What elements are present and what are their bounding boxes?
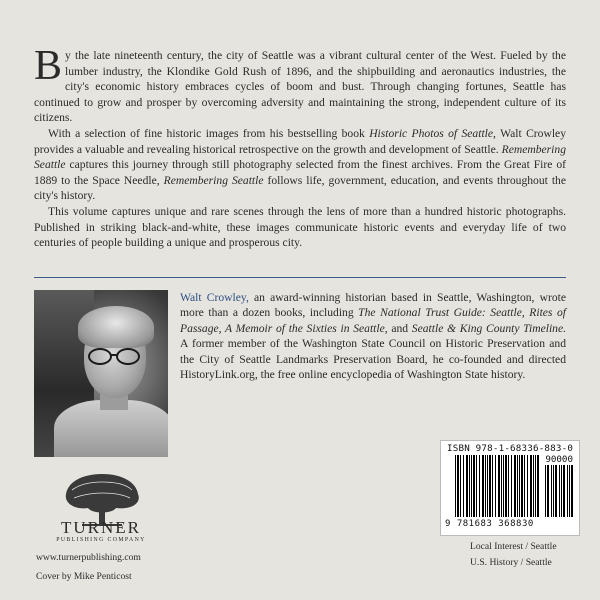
- blurb-p2-a: With a selection of fine historic images from his bestselling book: [48, 126, 370, 140]
- category-labels: [470, 540, 557, 572]
- blurb-p2-c: captures this journey through still photography selected from the finest archives. From the Great Fire of 1889 to the Space Needle,: [34, 158, 566, 187]
- bio-text-3: A former member of the Washington State Council on Historic Preservation and the City of Seattle Landmarks Preservation Board, he co-founded and directed HistoryLink.org, the free online encyclopedia of Washington State history.: [180, 337, 566, 382]
- author-name: Walt Crowley,: [180, 291, 249, 304]
- back-cover-blurb: [34, 43, 566, 251]
- book-title-remembering-2: Remembering Seattle: [163, 173, 264, 187]
- publisher-name: TURNER: [61, 518, 141, 537]
- blurb-p2-b: Walt Crowley provides a valuable and revealing historical retrospective on the growth and development of Seattle.: [34, 126, 566, 156]
- book-title-remembering-1: Remembering Seattle: [34, 142, 566, 172]
- category-line-2: U.S. History / Seattle: [470, 557, 552, 568]
- blurb-paragraph-1: [34, 43, 566, 126]
- publisher-url: www.turnerpublishing.com: [36, 552, 141, 563]
- blurb-paragraph-2: [34, 126, 566, 204]
- drop-cap: B: [34, 43, 63, 89]
- author-photo: [34, 290, 168, 457]
- bio-books-1: The National Trust Guide: Seattle, Rites of Passage, A Memoir of the Sixties in Seattle,: [180, 306, 566, 335]
- book-title-historic-photos: Historic Photos of Seattle,: [369, 126, 496, 140]
- bio-books-2: Seattle & King County Timeline.: [411, 321, 566, 335]
- isbn-barcode: [440, 440, 580, 536]
- blurb-p1-text: y the late nineteenth century, the city of Seattle was a vibrant cultural center of the West. Fueled by the lumber industry, the Klondike Gold Rush of 1896, and the shipbuilding and aeronautics industries, the city's economic history embraces cycles of boom and bust. Through changing fortunes, Seattle has continued to grow and prosper by overcoming adversity and maintaining the strong, independent culture of its citizens.: [34, 49, 566, 125]
- barcode-digits: 9 781683 368830: [445, 519, 534, 529]
- cover-credit: Cover by Mike Penticost: [36, 571, 132, 582]
- isbn-number: ISBN 978-1-68336-883-0: [447, 443, 574, 454]
- price-code: 90000: [545, 454, 573, 465]
- author-bio: [180, 290, 566, 382]
- category-line-1: Local Interest / Seattle: [470, 541, 557, 552]
- divider-rule: [34, 277, 566, 278]
- blurb-p2-d: follows life, government, education, and events throughout the city's history.: [34, 173, 566, 203]
- barcode-addon-bars: [545, 465, 575, 517]
- bio-text-1: an award-winning historian based in Seattle, Washington, wrote more than a dozen books, including: [180, 291, 567, 320]
- bio-text-2: and: [387, 321, 412, 335]
- blurb-paragraph-3: This volume captures unique and rare scenes through the lens of more than a hundred historic photographs. Published in striking black-and-white, these images communicate historic events and everyday life of two centuries of people building a unique and prosperous city.: [34, 204, 566, 250]
- publisher-subtitle: PUBLISHING COMPANY: [56, 537, 146, 543]
- barcode-bars: [455, 455, 539, 517]
